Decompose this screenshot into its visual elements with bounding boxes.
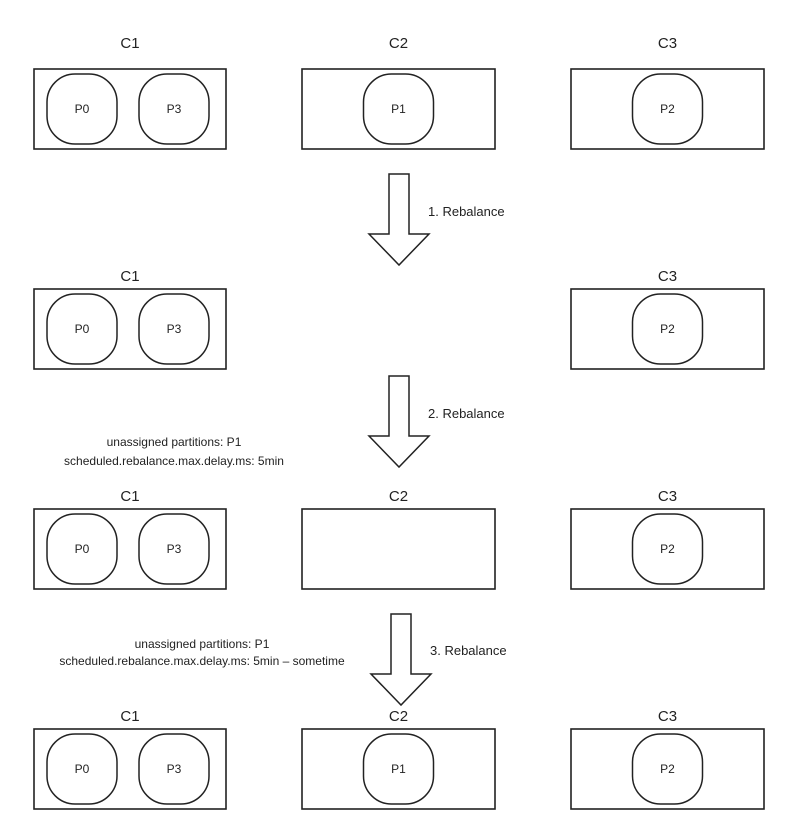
unassigned-partitions-note: unassigned partitions: P1	[106, 435, 242, 449]
stage-3	[34, 488, 764, 589]
consumer-box	[302, 509, 495, 589]
transitions-layer	[59, 174, 506, 705]
partition-label: P3	[166, 542, 182, 556]
consumer-c1	[34, 35, 226, 149]
partition-p2	[633, 294, 703, 364]
consumer-label: C1	[120, 488, 140, 505]
rebalance-step-label: 2. Rebalance	[428, 406, 505, 421]
transition-2	[64, 376, 505, 468]
partition-p3	[139, 514, 209, 584]
partition-p0	[47, 514, 117, 584]
rebalance-step-label: 1. Rebalance	[428, 204, 505, 219]
partition-p3	[139, 734, 209, 804]
consumer-label: C3	[657, 35, 678, 52]
partition-p1	[364, 74, 434, 144]
partition-p0	[47, 734, 117, 804]
partition-label: P3	[166, 322, 182, 336]
down-arrow-icon	[369, 174, 429, 265]
partition-label: P1	[391, 762, 406, 776]
consumer-c2	[302, 708, 495, 809]
down-arrow-icon	[371, 614, 431, 705]
partition-p2	[633, 514, 703, 584]
delay-config-note: scheduled.rebalance.max.delay.ms: 5min	[64, 454, 284, 468]
partition-p0	[47, 74, 117, 144]
consumer-c1	[34, 708, 226, 809]
partition-label: P3	[166, 762, 182, 776]
consumer-label: C2	[388, 488, 409, 505]
stage-2	[34, 268, 764, 369]
consumer-label: C1	[120, 708, 140, 725]
partition-p0	[47, 294, 117, 364]
partition-label: P3	[166, 102, 182, 116]
transition-3	[59, 614, 506, 705]
partition-p3	[139, 294, 209, 364]
partition-label: P1	[391, 102, 406, 116]
consumer-c3	[571, 268, 764, 369]
stage-4	[34, 708, 764, 809]
partition-label: P0	[74, 762, 90, 776]
consumer-c1	[34, 268, 226, 369]
stage-1	[34, 35, 764, 149]
consumer-c2	[302, 35, 495, 149]
consumer-label: C1	[120, 268, 140, 285]
consumer-label: C1	[120, 35, 140, 52]
partition-label: P2	[660, 102, 675, 116]
consumer-c3	[571, 35, 764, 149]
partition-p2	[633, 734, 703, 804]
transition-1	[369, 174, 505, 265]
partition-label: P0	[74, 322, 90, 336]
partition-p3	[139, 74, 209, 144]
partition-p2	[633, 74, 703, 144]
consumer-c2	[302, 488, 495, 589]
partition-label: P2	[660, 542, 675, 556]
consumer-c3	[571, 488, 764, 589]
consumer-label: C2	[388, 35, 409, 52]
consumer-label: C3	[657, 268, 678, 285]
consumer-label: C3	[657, 708, 678, 725]
partition-p1	[364, 734, 434, 804]
partition-label: P2	[660, 762, 675, 776]
consumer-c3	[571, 708, 764, 809]
consumer-c1	[34, 488, 226, 589]
delay-config-note: scheduled.rebalance.max.delay.ms: 5min – sometime	[59, 654, 345, 668]
rebalance-step-label: 3. Rebalance	[430, 643, 507, 658]
partition-label: P0	[74, 542, 90, 556]
partition-label: P0	[74, 102, 90, 116]
consumer-label: C2	[388, 708, 409, 725]
consumer-label: C3	[657, 488, 678, 505]
down-arrow-icon	[369, 376, 429, 467]
unassigned-partitions-note: unassigned partitions: P1	[134, 637, 270, 651]
partition-label: P2	[660, 322, 675, 336]
